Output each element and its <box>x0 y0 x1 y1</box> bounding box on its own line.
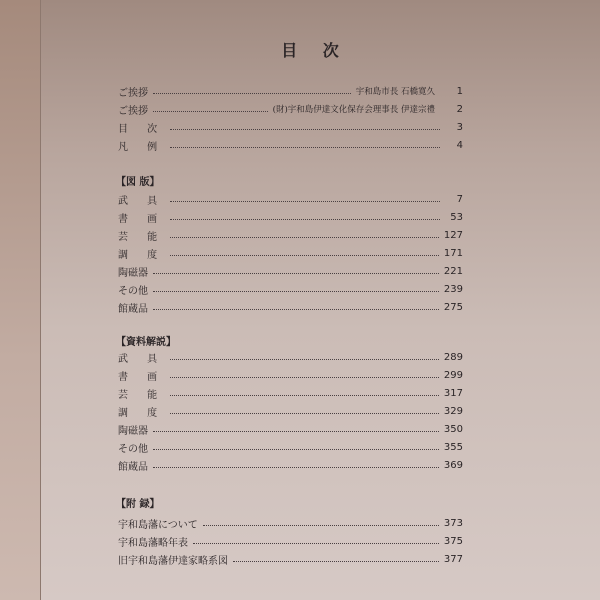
entry-page: 221 <box>443 265 463 277</box>
toc-entry <box>118 263 463 279</box>
entry-page: 239 <box>443 283 463 295</box>
leader-dots <box>153 449 439 450</box>
toc-entry <box>118 457 463 473</box>
leader-dots <box>153 431 439 432</box>
entry-label: 陶磁器 <box>118 425 148 437</box>
leader-dots <box>170 377 439 378</box>
toc-entry <box>118 551 463 567</box>
left-page-edge <box>0 0 41 600</box>
toc-entry <box>118 281 463 297</box>
page-title: 目 次 <box>281 41 349 60</box>
leader-dots <box>170 147 440 148</box>
entry-page: 373 <box>443 517 463 529</box>
leader-dots <box>170 201 440 202</box>
entry-page: 329 <box>443 405 463 417</box>
entry-label: 調 度 <box>118 249 166 261</box>
entry-author: (財)宇和島伊達文化保存会理事長 伊達宗禮 <box>272 105 435 115</box>
entry-label: 目 次 <box>118 123 166 135</box>
toc-entry <box>118 119 463 135</box>
toc-entry <box>118 515 463 531</box>
section-heading: 【資料解説】 <box>116 337 176 348</box>
toc-entry <box>118 367 463 383</box>
entry-page: 289 <box>443 351 463 363</box>
section-heading: 【附 録】 <box>116 499 160 510</box>
entry-page: 171 <box>443 247 463 259</box>
entry-label: ご挨拶 <box>118 105 148 117</box>
leader-dots <box>170 413 439 414</box>
entry-label: 武 具 <box>118 353 166 365</box>
leader-dots <box>193 543 439 544</box>
entry-label: 館蔵品 <box>118 461 148 473</box>
entry-page: 350 <box>443 423 463 435</box>
toc-entry <box>118 299 463 315</box>
toc-entry <box>118 403 463 419</box>
leader-dots <box>170 359 439 360</box>
toc-entry <box>118 385 463 401</box>
leader-dots <box>170 395 439 396</box>
leader-dots <box>170 219 440 220</box>
entry-author: 宇和島市長 石橋寛久 <box>355 87 435 97</box>
leader-dots <box>153 93 351 94</box>
entry-label: 陶磁器 <box>118 267 148 279</box>
entry-label: 宇和島藩について <box>118 519 198 531</box>
toc-entry <box>118 101 463 117</box>
entry-page: 3 <box>456 121 463 133</box>
section-heading: 【図 版】 <box>116 177 160 188</box>
entry-page: 355 <box>443 441 463 453</box>
leader-dots <box>170 255 439 256</box>
entry-label: 旧宇和島藩伊達家略系図 <box>118 555 228 567</box>
entry-label: 芸 能 <box>118 231 166 243</box>
toc-entry <box>118 227 463 243</box>
entry-label: その他 <box>118 285 148 297</box>
toc-entry <box>118 533 463 549</box>
entry-label: 書 画 <box>118 213 166 225</box>
entry-page: 2 <box>456 103 463 115</box>
leader-dots <box>153 309 439 310</box>
toc-entry <box>118 137 463 153</box>
toc-entry <box>118 191 463 207</box>
entry-page: 377 <box>443 553 463 565</box>
entry-label: 凡 例 <box>118 141 166 153</box>
entry-page: 4 <box>456 139 463 151</box>
entry-label: ご挨拶 <box>118 87 148 99</box>
entry-page: 7 <box>456 193 463 205</box>
leader-dots <box>153 111 268 112</box>
entry-page: 275 <box>443 301 463 313</box>
entry-label: 芸 能 <box>118 389 166 401</box>
entry-page: 317 <box>443 387 463 399</box>
toc-entry <box>118 349 463 365</box>
toc-entry <box>118 421 463 437</box>
entry-label: その他 <box>118 443 148 455</box>
entry-page: 375 <box>443 535 463 547</box>
leader-dots <box>170 237 439 238</box>
leader-dots <box>233 561 439 562</box>
entry-label: 調 度 <box>118 407 166 419</box>
leader-dots <box>153 291 439 292</box>
entry-page: 127 <box>443 229 463 241</box>
leader-dots <box>153 467 439 468</box>
entry-page: 53 <box>450 211 463 223</box>
entry-label: 館蔵品 <box>118 303 148 315</box>
entry-page: 369 <box>443 459 463 471</box>
toc-entry <box>118 439 463 455</box>
entry-label: 書 画 <box>118 371 166 383</box>
entry-page: 1 <box>456 85 463 97</box>
entry-label: 宇和島藩略年表 <box>118 537 188 549</box>
entry-page: 299 <box>443 369 463 381</box>
leader-dots <box>203 525 439 526</box>
leader-dots <box>153 273 439 274</box>
toc-entry <box>118 209 463 225</box>
leader-dots <box>170 129 440 130</box>
toc-entry <box>118 83 463 99</box>
toc-entry <box>118 245 463 261</box>
entry-label: 武 具 <box>118 195 166 207</box>
